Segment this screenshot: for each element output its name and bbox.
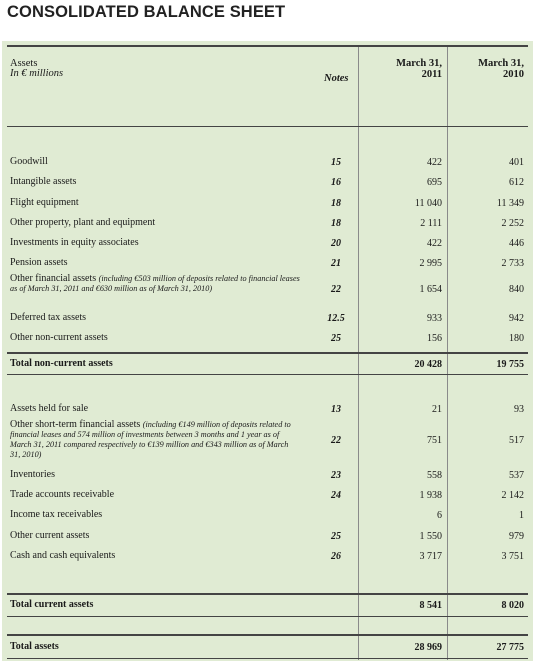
total-value-2011: 28 969 [414,642,442,653]
row-label [10,420,300,460]
total-label: Total current assets [10,599,94,610]
row-value-2011: 2 111 [420,218,442,229]
row-label: Other current assets [10,530,90,541]
row-note: 20 [331,238,341,249]
row-value-2011: 1 550 [419,531,442,542]
row-value-2010: 979 [509,531,524,542]
row-value-2011: 11 040 [414,198,442,209]
row-note: 22 [331,284,341,295]
row-value-2011: 3 717 [419,551,442,562]
total-non-current-top-rule [7,352,528,354]
total-value-2011: 8 541 [419,600,442,611]
header-bottom-rule [7,126,528,127]
row-label-main: Other financial assets [10,273,97,284]
row-label: Other property, plant and equipment [10,217,156,228]
row-label: Income tax receivables [10,509,103,520]
row-label: Pension assets [10,257,68,268]
header-2010-line1: March 31, [478,58,524,69]
row-note: 12.5 [327,313,345,324]
row-value-2010: 401 [509,157,524,168]
row-value-2011: 422 [427,238,442,249]
row-note: 24 [331,490,341,501]
row-label: Cash and cash equivalents [10,550,116,561]
total-value-2010: 8 020 [501,600,524,611]
total-non-current-bottom-rule [7,374,528,375]
row-label: Assets held for sale [10,403,89,414]
row-note: 18 [331,198,341,209]
row-note: 26 [331,551,341,562]
row-value-2010: 446 [509,238,524,249]
total-assets-top-rule [7,634,528,636]
row-label: Trade accounts receivable [10,489,115,500]
row-value-2011: 1 938 [419,490,442,501]
row-label-main: Other short-term financial assets [10,419,141,430]
row-value-2011: 21 [432,404,442,415]
row-label-note: (including €503 million of deposits related to financial leases as of March 31, 2011 and €630 million as of March 31, 2010) [10,274,300,293]
header-top-rule [7,45,528,47]
row-label: Other non-current assets [10,332,108,343]
row-value-2010: 93 [514,404,524,415]
row-value-2011: 156 [427,333,442,344]
row-value-2010: 11 349 [496,198,524,209]
row-label-note: (including €149 million of deposits related to financial leases and 574 million of investments between 3 months and 1 year as of March 31, 2011 compared respectively to €139 million and €343 million as of March 31, 2010) [10,420,291,459]
row-label: Goodwill [10,156,48,167]
total-value-2010: 27 775 [496,642,524,653]
row-value-2010: 840 [509,284,524,295]
row-note: 13 [331,404,341,415]
row-value-2010: 942 [509,313,524,324]
total-value-2010: 19 755 [496,359,524,370]
total-current-bottom-rule [7,616,528,617]
row-value-2010: 2 252 [501,218,524,229]
header-2011-line1: March 31, [396,58,442,69]
row-value-2010: 2 733 [501,258,524,269]
row-value-2010: 2 142 [501,490,524,501]
header-unit: In € millions [10,68,64,79]
row-note: 22 [331,435,341,446]
row-label: Investments in equity associates [10,237,139,248]
row-value-2011: 695 [427,177,442,188]
total-label: Total non-current assets [10,358,113,369]
row-label: Inventories [10,469,55,480]
row-note: 16 [331,177,341,188]
row-value-2011: 422 [427,157,442,168]
row-value-2011: 558 [427,470,442,481]
row-value-2010: 180 [509,333,524,344]
row-label [10,274,300,294]
header-2010-line2: 2010 [503,69,524,80]
row-value-2011: 1 654 [419,284,442,295]
row-value-2010: 537 [509,470,524,481]
row-value-2010: 517 [509,435,524,446]
row-note: 25 [331,333,341,344]
header-notes: Notes [324,73,349,84]
page-title: CONSOLIDATED BALANCE SHEET [7,3,286,21]
row-value-2011: 2 995 [419,258,442,269]
row-value-2011: 6 [437,510,442,521]
row-note: 21 [331,258,341,269]
total-current-top-rule [7,593,528,595]
row-note: 18 [331,218,341,229]
row-label: Intangible assets [10,176,77,187]
row-value-2010: 1 [519,510,524,521]
header-assets: Assets [10,58,38,69]
balance-sheet-panel [2,41,533,661]
row-note: 23 [331,470,341,481]
total-label: Total assets [10,641,59,652]
total-value-2011: 20 428 [414,359,442,370]
row-value-2011: 751 [427,435,442,446]
total-assets-bottom-rule [7,658,528,659]
row-note: 15 [331,157,341,168]
row-value-2011: 933 [427,313,442,324]
row-label: Flight equipment [10,197,79,208]
row-note: 25 [331,531,341,542]
row-value-2010: 612 [509,177,524,188]
row-label: Deferred tax assets [10,312,87,323]
row-value-2010: 3 751 [501,551,524,562]
header-2011-line2: 2011 [421,69,442,80]
